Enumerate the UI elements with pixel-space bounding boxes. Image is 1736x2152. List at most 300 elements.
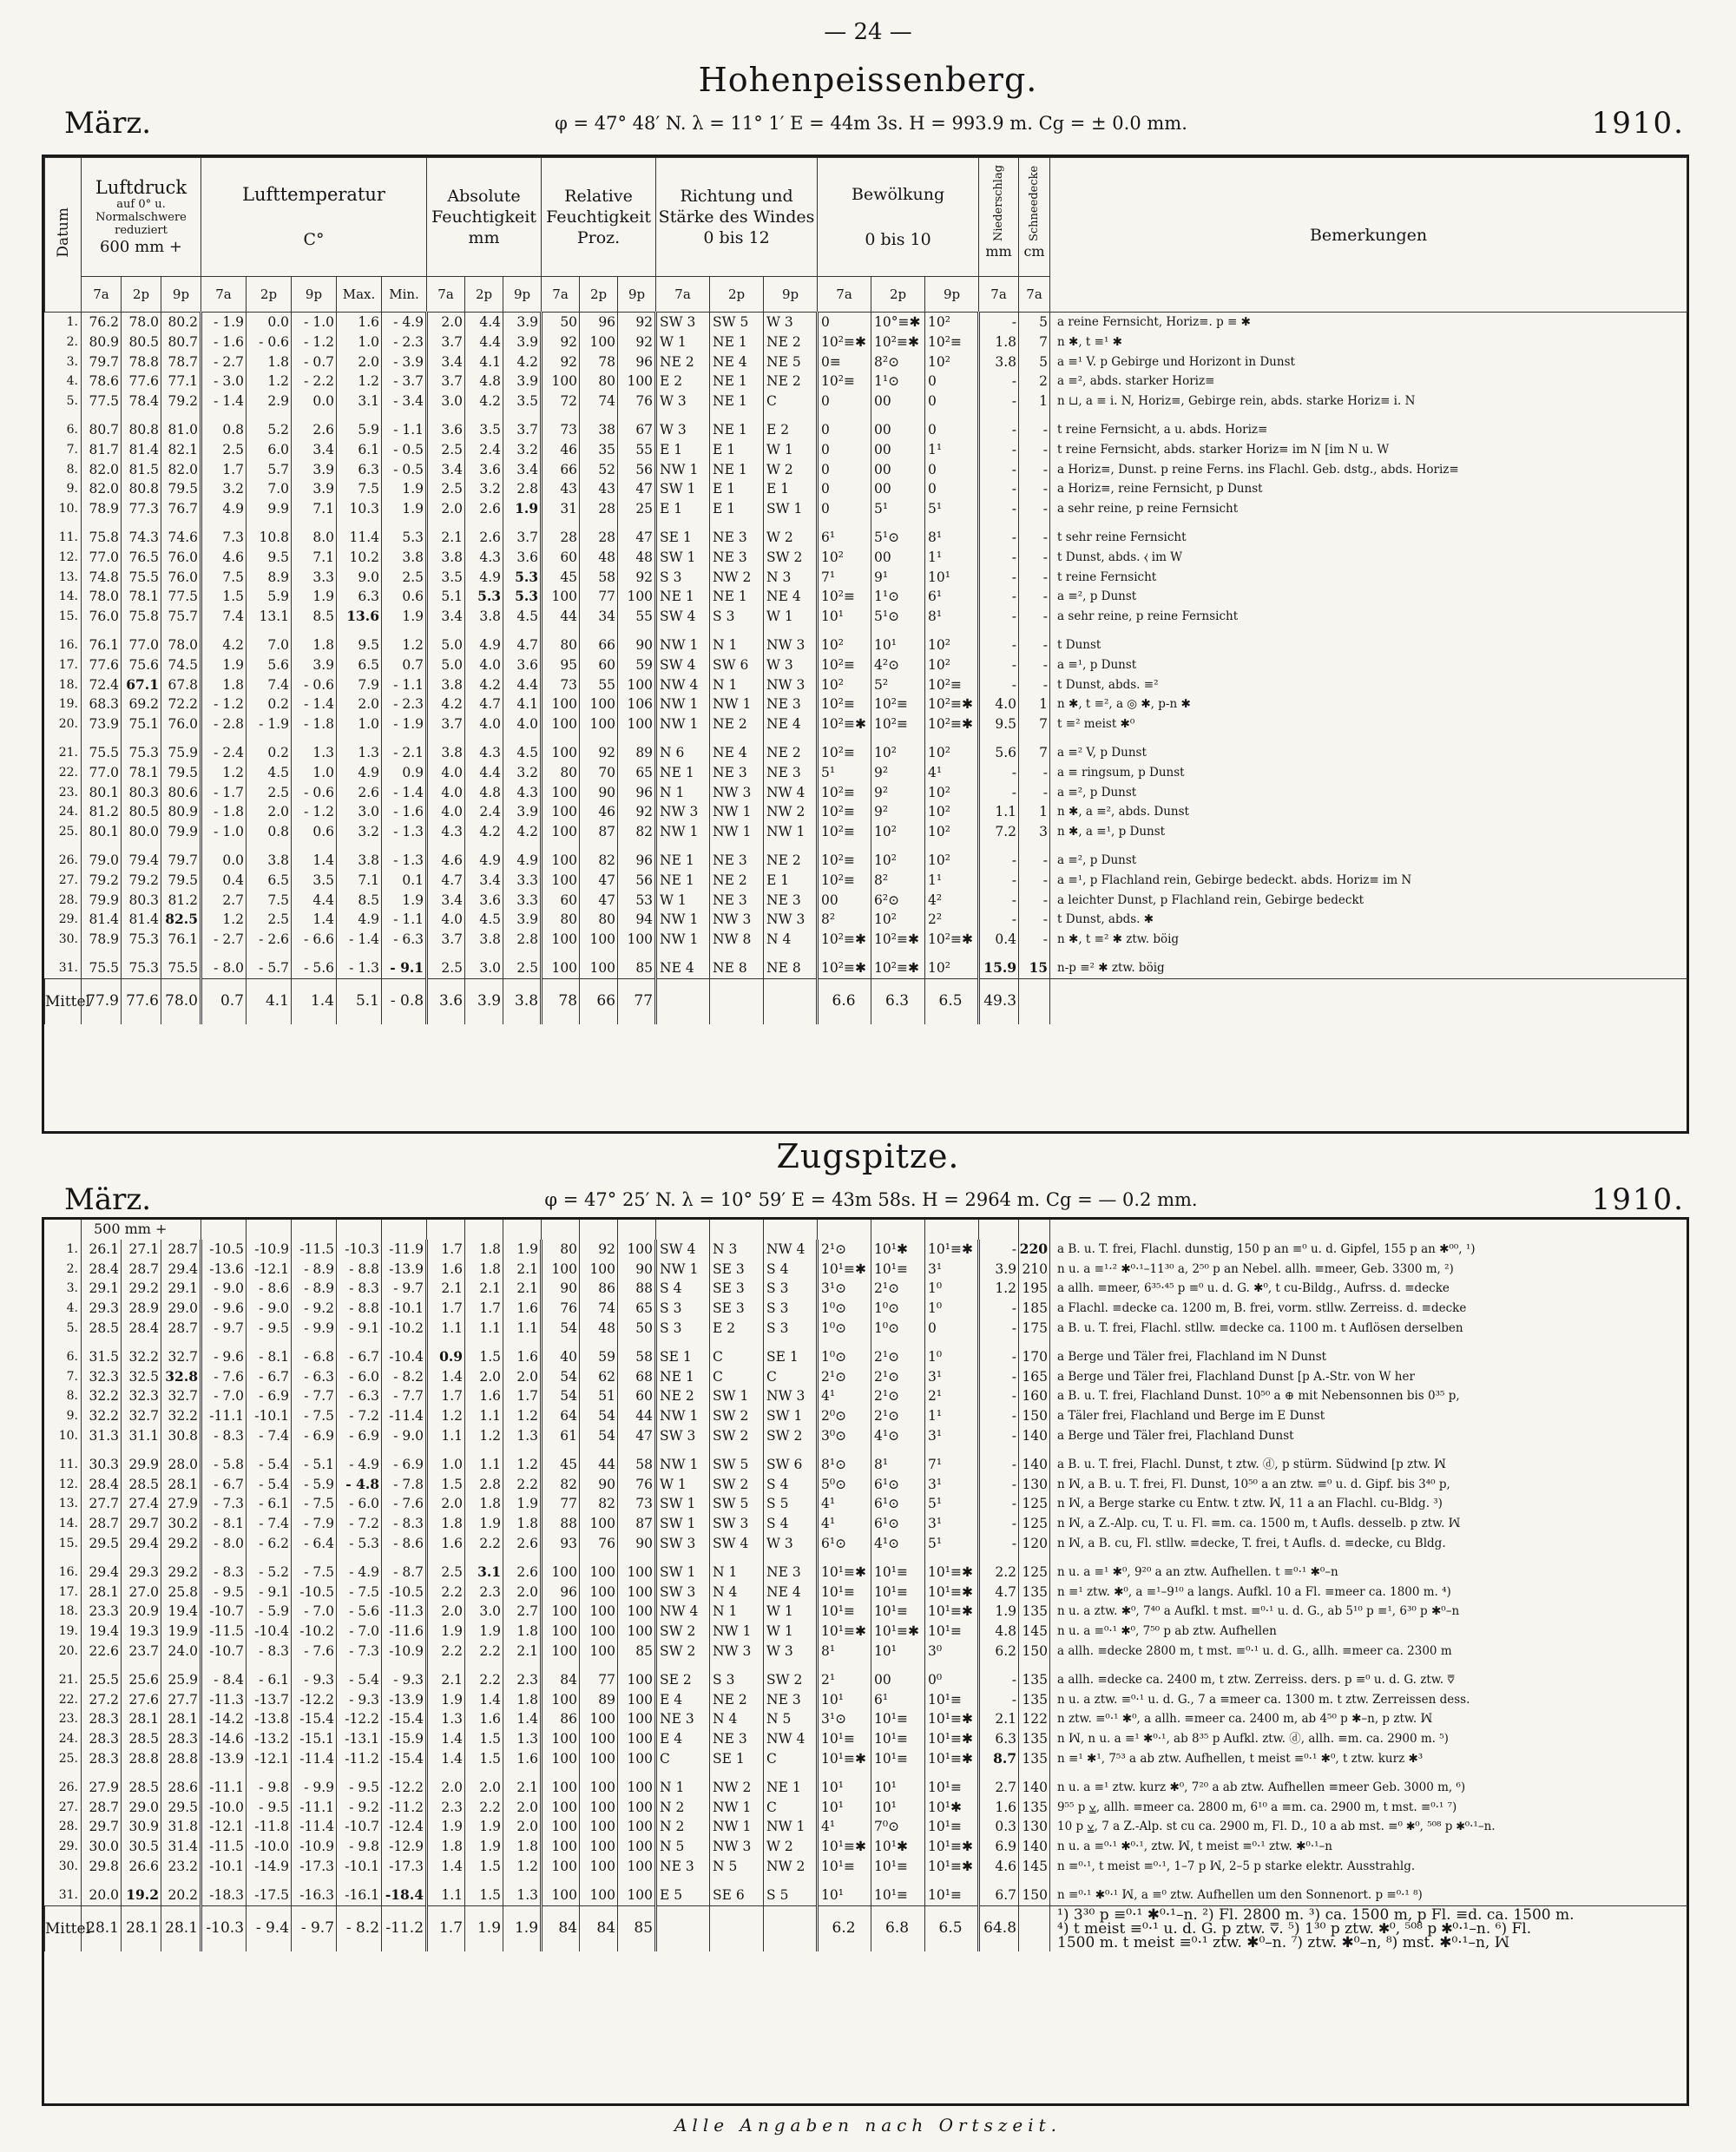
value-cell: -11.2 <box>382 1798 427 1818</box>
wind-cell: E 5 <box>656 1877 710 1905</box>
value-cell: 1.8 <box>465 1494 503 1514</box>
value-cell: -12.2 <box>337 1709 382 1729</box>
value-cell: 28.5 <box>122 1769 161 1798</box>
wind-cell: NE 2 <box>764 734 818 763</box>
value-cell: - 1.4 <box>292 694 337 714</box>
wind-cell: NW 1 <box>656 460 710 480</box>
cloud-cell: 10¹≡✱ <box>925 1583 979 1602</box>
value-cell: 100 <box>618 1837 656 1857</box>
table-row <box>45 1690 1687 1710</box>
value-cell: 100 <box>542 802 580 822</box>
remark-cell: t Dunst, abds. ≡² <box>1050 675 1687 695</box>
value-cell: 81.4 <box>82 910 122 930</box>
value-cell: 1.3 <box>503 1877 542 1905</box>
mittel-value <box>710 978 764 1024</box>
remark-cell: n u. a ztw. ✱⁰, 7⁴⁰ a Aufkl. t mst. ≡⁰·¹ u. d. G., ab 5¹⁰ p ≡¹, 6³⁰ p ✱⁰–n <box>1050 1602 1687 1622</box>
value-cell: 100 <box>542 950 580 978</box>
table-row <box>45 1662 1687 1690</box>
value-cell: 2.5 <box>201 440 247 460</box>
value-cell: 1.4 <box>427 1857 465 1877</box>
value-cell: 32.3 <box>122 1386 161 1406</box>
remark-cell: n ꟽ, n u. a ≡¹ ✱⁰·¹, ab 8³⁵ p Aufkl. ztw. ⓓ, allh. ≡m. ca. 2900 m. ⁵) <box>1050 1729 1687 1749</box>
value-cell: 2.0 <box>427 313 465 332</box>
wind-cell: SW 3 <box>710 1514 764 1534</box>
day-cell: 14. <box>58 589 78 604</box>
value-cell: 29.5 <box>82 1534 122 1554</box>
value-cell: 1.3 <box>427 1709 465 1729</box>
value-cell: 32.3 <box>82 1367 122 1387</box>
value-cell: 28.3 <box>82 1729 122 1749</box>
value-cell: - 5.4 <box>247 1475 292 1495</box>
value-cell: 31.3 <box>82 1426 122 1446</box>
value-cell: -13.9 <box>382 1260 427 1280</box>
cloud-cell: 10²≡ <box>818 734 871 763</box>
data-table-zugspitze <box>44 1220 1687 1951</box>
wind-cell: SE 1 <box>764 1339 818 1367</box>
value-cell: 78.7 <box>161 352 201 372</box>
cloud-cell: 8²⊙ <box>871 352 925 372</box>
value-cell: 43 <box>580 479 618 499</box>
cloud-cell: 4² <box>925 891 979 911</box>
value-cell: - 6.0 <box>337 1494 382 1514</box>
remark-cell: a ≡² V, p Dunst <box>1050 734 1687 763</box>
wind-cell: NE 4 <box>656 950 710 978</box>
value-cell: 3.5 <box>465 411 503 440</box>
value-cell: 40 <box>542 1339 580 1367</box>
table-row <box>45 392 1687 411</box>
value-cell: 1.0 <box>292 763 337 783</box>
value-cell: 100 <box>580 1709 618 1729</box>
value-cell: 195 <box>1019 1279 1050 1299</box>
value-cell: -10.5 <box>382 1583 427 1602</box>
value-cell: 45 <box>542 1446 580 1475</box>
value-cell: 5.3 <box>503 568 542 588</box>
table-row <box>45 950 1687 978</box>
cloud-cell: 9² <box>871 783 925 803</box>
cloud-cell: 10¹≡ <box>925 1690 979 1710</box>
value-cell: 2.5 <box>427 479 465 499</box>
remark-cell: t reine Fernsicht <box>1050 568 1687 588</box>
value-cell: 48 <box>618 548 656 568</box>
cloud-cell: 7⁰⊙ <box>871 1817 925 1837</box>
value-cell: 30.0 <box>82 1837 122 1857</box>
value-cell: - 1.2 <box>292 332 337 352</box>
mittel-label: Mittel <box>45 978 82 1024</box>
cloud-cell: 5¹ <box>818 763 871 783</box>
value-cell: - <box>979 1367 1019 1387</box>
value-cell: - 1.3 <box>382 842 427 871</box>
wind-cell: NW 3 <box>764 1386 818 1406</box>
value-cell: - <box>1019 763 1050 783</box>
remark-cell: t Dunst, abds. ✱ <box>1050 910 1687 930</box>
value-cell: 4.5 <box>465 910 503 930</box>
value-cell: 79.7 <box>82 352 122 372</box>
value-cell: -10.7 <box>337 1817 382 1837</box>
value-cell: - <box>979 1475 1019 1495</box>
value-cell: 48 <box>580 548 618 568</box>
cloud-cell: 10²≡✱ <box>925 694 979 714</box>
value-cell: 135 <box>1019 1583 1050 1602</box>
value-cell: 60 <box>542 548 580 568</box>
mittel-value <box>764 1905 818 1951</box>
value-cell: 4.8 <box>465 783 503 803</box>
value-cell: 26.1 <box>82 1240 122 1260</box>
value-cell: - 9.2 <box>337 1798 382 1818</box>
value-cell: 19.4 <box>82 1622 122 1642</box>
wind-cell: NE 8 <box>764 950 818 978</box>
cloud-cell: 5² <box>871 675 925 695</box>
cloud-cell: 10² <box>925 802 979 822</box>
table-row <box>45 332 1687 352</box>
cloud-cell: 10² <box>871 822 925 842</box>
value-cell: - 5.6 <box>337 1602 382 1622</box>
cloud-cell: 2⁰⊙ <box>818 1406 871 1426</box>
footnote: 1500 m. t meist ≡⁰·¹ ztw. ✱⁰–n. ⁷) ztw. ✱⁰–n, ⁸) mst. ✱⁰·¹–n, ꟽ <box>1057 1933 1510 1951</box>
remark-cell: a ≡², p Dunst <box>1050 783 1687 803</box>
datum-header: Datum <box>45 158 82 313</box>
value-cell: 79.9 <box>82 891 122 911</box>
value-cell: 100 <box>542 587 580 607</box>
value-cell: 80 <box>542 763 580 783</box>
wind-cell: S 5 <box>764 1877 818 1905</box>
table-row <box>45 479 1687 499</box>
table-row <box>45 1446 1687 1475</box>
year-label: 1910. <box>1591 106 1685 141</box>
schneedecke-header: Schneedecke cm <box>1019 158 1050 277</box>
value-cell: 5.9 <box>247 587 292 607</box>
value-cell: - <box>979 1494 1019 1514</box>
value-cell: 3.7 <box>427 372 465 392</box>
value-cell: 4.4 <box>292 891 337 911</box>
value-cell: 100 <box>618 675 656 695</box>
wind-cell: SE 2 <box>656 1662 710 1690</box>
cloud-cell: 4¹ <box>818 1494 871 1514</box>
value-cell: 56 <box>618 460 656 480</box>
cloud-cell: 0 <box>818 411 871 440</box>
table-row <box>45 1817 1687 1837</box>
cloud-cell: 1⁰ <box>925 1299 979 1319</box>
wind-cell: NW 4 <box>764 1240 818 1260</box>
value-cell: 100 <box>580 1583 618 1602</box>
remark-cell: n-p ≡² ✱ ztw. böig <box>1050 950 1687 978</box>
value-cell: 19.9 <box>161 1622 201 1642</box>
value-cell: - 2.7 <box>201 352 247 372</box>
wind-cell: E 1 <box>656 440 710 460</box>
cloud-cell: 5¹ <box>925 499 979 519</box>
cloud-cell: 10² <box>925 655 979 675</box>
table-row <box>45 871 1687 891</box>
cloud-cell: 1⁰ <box>925 1339 979 1367</box>
value-cell: 3.0 <box>465 1602 503 1622</box>
value-cell: 77.6 <box>122 372 161 392</box>
cloud-cell: 3⁰ <box>925 1642 979 1662</box>
wind-cell: N 6 <box>656 734 710 763</box>
day-cell: 20. <box>58 717 78 732</box>
remark-cell: a leichter Dunst, p Flachland rein, Gebirge bedeckt <box>1050 891 1687 911</box>
value-cell: - <box>1019 607 1050 627</box>
bewoelkung-header: Bewölkung 0 bis 10 <box>818 158 979 277</box>
value-cell: 4.3 <box>465 548 503 568</box>
value-cell: 96 <box>618 783 656 803</box>
value-cell: 27.2 <box>82 1690 122 1710</box>
value-cell: - <box>979 411 1019 440</box>
remark-cell: a ≡¹, p Dunst <box>1050 655 1687 675</box>
value-cell: 2.0 <box>465 1769 503 1798</box>
day-cell: 26. <box>58 852 78 867</box>
mittel-value: 84 <box>542 1905 580 1951</box>
cloud-cell: 10¹≡ <box>818 1729 871 1749</box>
cloud-cell: 3¹ <box>925 1514 979 1534</box>
wind-cell: SW 6 <box>710 655 764 675</box>
value-cell: 54 <box>542 1386 580 1406</box>
footnotes-cell <box>1050 978 1687 1024</box>
value-cell: 1.8 <box>503 1690 542 1710</box>
wind-cell: NE 1 <box>656 871 710 891</box>
value-cell: 6.5 <box>247 871 292 891</box>
value-cell: 100 <box>580 1602 618 1622</box>
value-cell: 28.8 <box>122 1749 161 1769</box>
value-cell: 2.2 <box>465 1798 503 1818</box>
cloud-cell: 00 <box>871 479 925 499</box>
value-cell: 86 <box>580 1279 618 1299</box>
remark-cell: a reine Fernsicht, Horiz≡. p ≡ ✱ <box>1050 313 1687 332</box>
table-row <box>45 568 1687 588</box>
wind-cell: NW 1 <box>656 1446 710 1475</box>
value-cell: - 9.1 <box>247 1583 292 1602</box>
value-cell: 5.3 <box>503 587 542 607</box>
value-cell: 89 <box>580 1690 618 1710</box>
value-cell: 3.2 <box>337 822 382 842</box>
value-cell: 2.2 <box>427 1583 465 1602</box>
remark-cell: n ꟽ, a Berge starke cu Entw. t ztw. ꟽ, 11 a an Flachl. cu-Bldg. ³) <box>1050 1494 1687 1514</box>
value-cell: 100 <box>542 842 580 871</box>
value-cell: 100 <box>580 332 618 352</box>
value-cell: 80.2 <box>161 313 201 332</box>
value-cell: 1.1 <box>427 1319 465 1339</box>
value-cell: 92 <box>542 332 580 352</box>
table-row <box>45 1426 1687 1446</box>
data-table-hohenpeissenberg <box>44 157 1687 1024</box>
cloud-cell: 10²≡✱ <box>925 930 979 950</box>
value-cell: 28.1 <box>122 1709 161 1729</box>
value-cell: 1.1 <box>465 1446 503 1475</box>
value-cell: 4.9 <box>503 842 542 871</box>
value-cell: - <box>979 871 1019 891</box>
value-cell: 100 <box>618 1798 656 1818</box>
value-cell: 6.3 <box>337 460 382 480</box>
value-cell: -15.4 <box>292 1709 337 1729</box>
value-cell: 20.2 <box>161 1877 201 1905</box>
value-cell: - 0.6 <box>247 332 292 352</box>
value-cell: 100 <box>542 783 580 803</box>
value-cell: -13.9 <box>382 1690 427 1710</box>
table-row <box>45 411 1687 440</box>
station-header-zugspitze <box>49 1182 1693 1217</box>
value-cell: 1.9 <box>465 1622 503 1642</box>
value-cell: 55 <box>580 675 618 695</box>
value-cell: 74 <box>580 392 618 411</box>
value-cell: 7.3 <box>201 519 247 548</box>
cloud-cell: 5¹⊙ <box>871 607 925 627</box>
value-cell: 3.9 <box>503 910 542 930</box>
value-cell: 61 <box>542 1426 580 1446</box>
cloud-cell: 10¹≡✱ <box>818 1622 871 1642</box>
value-cell: 64 <box>542 1406 580 1426</box>
value-cell: 72.2 <box>161 694 201 714</box>
value-cell: 78 <box>580 352 618 372</box>
remark-cell: n u. a ztw. ≡⁰·¹ u. d. G., 7 a ≡meer ca. 1300 m. t ztw. Zerreissen dess. <box>1050 1690 1687 1710</box>
value-cell: 2.2 <box>979 1554 1019 1583</box>
value-cell: - 4.9 <box>337 1554 382 1583</box>
value-cell: 10.2 <box>337 548 382 568</box>
cloud-cell: 9² <box>871 763 925 783</box>
value-cell: 2.1 <box>465 1279 503 1299</box>
cloud-cell: 3¹ <box>925 1426 979 1446</box>
value-cell: 1.9 <box>465 1514 503 1534</box>
value-cell: 27.1 <box>122 1240 161 1260</box>
cloud-cell: 10¹≡ <box>818 1857 871 1877</box>
value-cell: - 9.3 <box>292 1662 337 1690</box>
value-cell: 79.2 <box>82 871 122 891</box>
mittel-value <box>764 978 818 1024</box>
value-cell: 3.5 <box>427 568 465 588</box>
value-cell: 1.9 <box>503 499 542 519</box>
table-body-hohenpeissenberg <box>45 313 1687 1024</box>
value-cell: 28.7 <box>161 1319 201 1339</box>
value-cell: 8.5 <box>292 607 337 627</box>
value-cell: 31.1 <box>122 1426 161 1446</box>
value-cell: 4.5 <box>503 607 542 627</box>
value-cell: - 8.1 <box>247 1339 292 1367</box>
value-cell: - 7.5 <box>292 1554 337 1583</box>
value-cell: -11.8 <box>247 1817 292 1837</box>
value-cell: -17.3 <box>292 1857 337 1877</box>
value-cell: - <box>1019 587 1050 607</box>
value-cell: 28.1 <box>161 1709 201 1729</box>
wind-cell: W 3 <box>764 1534 818 1554</box>
value-cell: 25.6 <box>122 1662 161 1690</box>
value-cell: - <box>979 1319 1019 1339</box>
value-cell: 4.9 <box>465 842 503 871</box>
value-cell: 51 <box>580 1386 618 1406</box>
value-cell: 47 <box>618 479 656 499</box>
value-cell: 140 <box>1019 1837 1050 1857</box>
value-cell: 0.4 <box>201 871 247 891</box>
value-cell: 80.8 <box>122 479 161 499</box>
value-cell: 1.2 <box>465 1426 503 1446</box>
wind-cell: NW 1 <box>710 1817 764 1837</box>
value-cell: 87 <box>580 822 618 842</box>
wind-cell: W 1 <box>764 440 818 460</box>
value-cell: 2.0 <box>503 1798 542 1818</box>
remark-cell: n u. a ≡⁰·¹ ✱⁰·¹, ztw. ꟽ, t meist ≡⁰·¹ ztw. ✱⁰·¹–n <box>1050 1837 1687 1857</box>
cloud-cell: 10¹≡ <box>871 1260 925 1280</box>
luftdruck-header: Luftdruck auf 0° u. Normalschwere reduziert 600 mm + <box>82 158 201 277</box>
value-cell: 73 <box>618 1494 656 1514</box>
value-cell: 3.4 <box>465 871 503 891</box>
value-cell: - 6.4 <box>292 1534 337 1554</box>
value-cell: 3.8 <box>382 548 427 568</box>
wind-cell: NW 1 <box>656 714 710 734</box>
table-row <box>45 891 1687 911</box>
cloud-cell: 0 <box>925 460 979 480</box>
value-cell: 2.0 <box>427 499 465 519</box>
cloud-cell: 0 <box>925 392 979 411</box>
cloud-cell: 8² <box>818 910 871 930</box>
value-cell: 79.5 <box>161 479 201 499</box>
value-cell: 10.8 <box>247 519 292 548</box>
value-cell: -14.9 <box>247 1857 292 1877</box>
wind-cell: NE 2 <box>710 1690 764 1710</box>
value-cell: 73 <box>542 411 580 440</box>
value-cell: 3.3 <box>503 891 542 911</box>
wind-cell: NW 3 <box>764 910 818 930</box>
value-cell: 1.8 <box>465 1260 503 1280</box>
value-cell: - 7.6 <box>382 1494 427 1514</box>
value-cell: 1.9 <box>979 1602 1019 1622</box>
cloud-cell: 2² <box>925 910 979 930</box>
value-cell: -10.4 <box>247 1622 292 1642</box>
wind-cell: N 2 <box>656 1798 710 1818</box>
value-cell: - 6.9 <box>382 1446 427 1475</box>
footnote: ¹) 3³⁰ p ≡⁰·¹ ✱⁰·¹–n. ²) Fl. 2800 m. ³) ca. 1500 m, p Fl. ≡d. ca. 1500 m. <box>1057 1905 1575 1924</box>
value-cell: - 4.9 <box>337 1446 382 1475</box>
value-cell: - 1.9 <box>247 714 292 734</box>
value-cell: 1.5 <box>427 1475 465 1495</box>
value-cell: - 6.2 <box>247 1534 292 1554</box>
value-cell: 58 <box>618 1446 656 1475</box>
cloud-cell: 0 <box>925 479 979 499</box>
value-cell: 1.2 <box>201 910 247 930</box>
value-cell: - 1.2 <box>292 802 337 822</box>
wind-cell: NE 3 <box>710 1729 764 1749</box>
value-cell: 28.7 <box>161 1240 201 1260</box>
cloud-cell: 10¹≡ <box>871 1554 925 1583</box>
table-row <box>45 655 1687 675</box>
table-row <box>45 1642 1687 1662</box>
value-cell: 62 <box>580 1367 618 1387</box>
cloud-cell: 8² <box>871 871 925 891</box>
value-cell: 80.1 <box>82 822 122 842</box>
wind-cell: E 2 <box>656 372 710 392</box>
value-cell: 23.2 <box>161 1857 201 1877</box>
value-cell: 1.9 <box>503 1240 542 1260</box>
value-cell: - 1.3 <box>337 950 382 978</box>
day-cell: 25. <box>58 1751 78 1766</box>
cloud-cell: 0 <box>818 440 871 460</box>
remark-cell: a ≡¹ V. p Gebirge und Horizont in Dunst <box>1050 352 1687 372</box>
value-cell: 4.5 <box>503 734 542 763</box>
cloud-cell: 10²≡✱ <box>818 714 871 734</box>
cloud-cell: 10¹≡ <box>871 1729 925 1749</box>
cloud-cell: 10¹≡✱ <box>925 1749 979 1769</box>
value-cell: 47 <box>580 891 618 911</box>
value-cell: -10.2 <box>292 1622 337 1642</box>
value-cell: 3.8 <box>465 607 503 627</box>
wind-cell: N 4 <box>710 1583 764 1602</box>
wind-cell: NE 2 <box>656 1386 710 1406</box>
cloud-cell: 10² <box>818 548 871 568</box>
value-cell: - 9.1 <box>337 1319 382 1339</box>
value-cell: 4.2 <box>201 627 247 655</box>
value-cell: 100 <box>580 714 618 734</box>
year-label: 1910. <box>1591 1182 1685 1217</box>
value-cell: - <box>979 842 1019 871</box>
value-cell: - 2.3 <box>382 332 427 352</box>
value-cell: - 9.7 <box>382 1279 427 1299</box>
value-cell: - 7.0 <box>337 1622 382 1642</box>
value-cell: -10.5 <box>292 1583 337 1602</box>
